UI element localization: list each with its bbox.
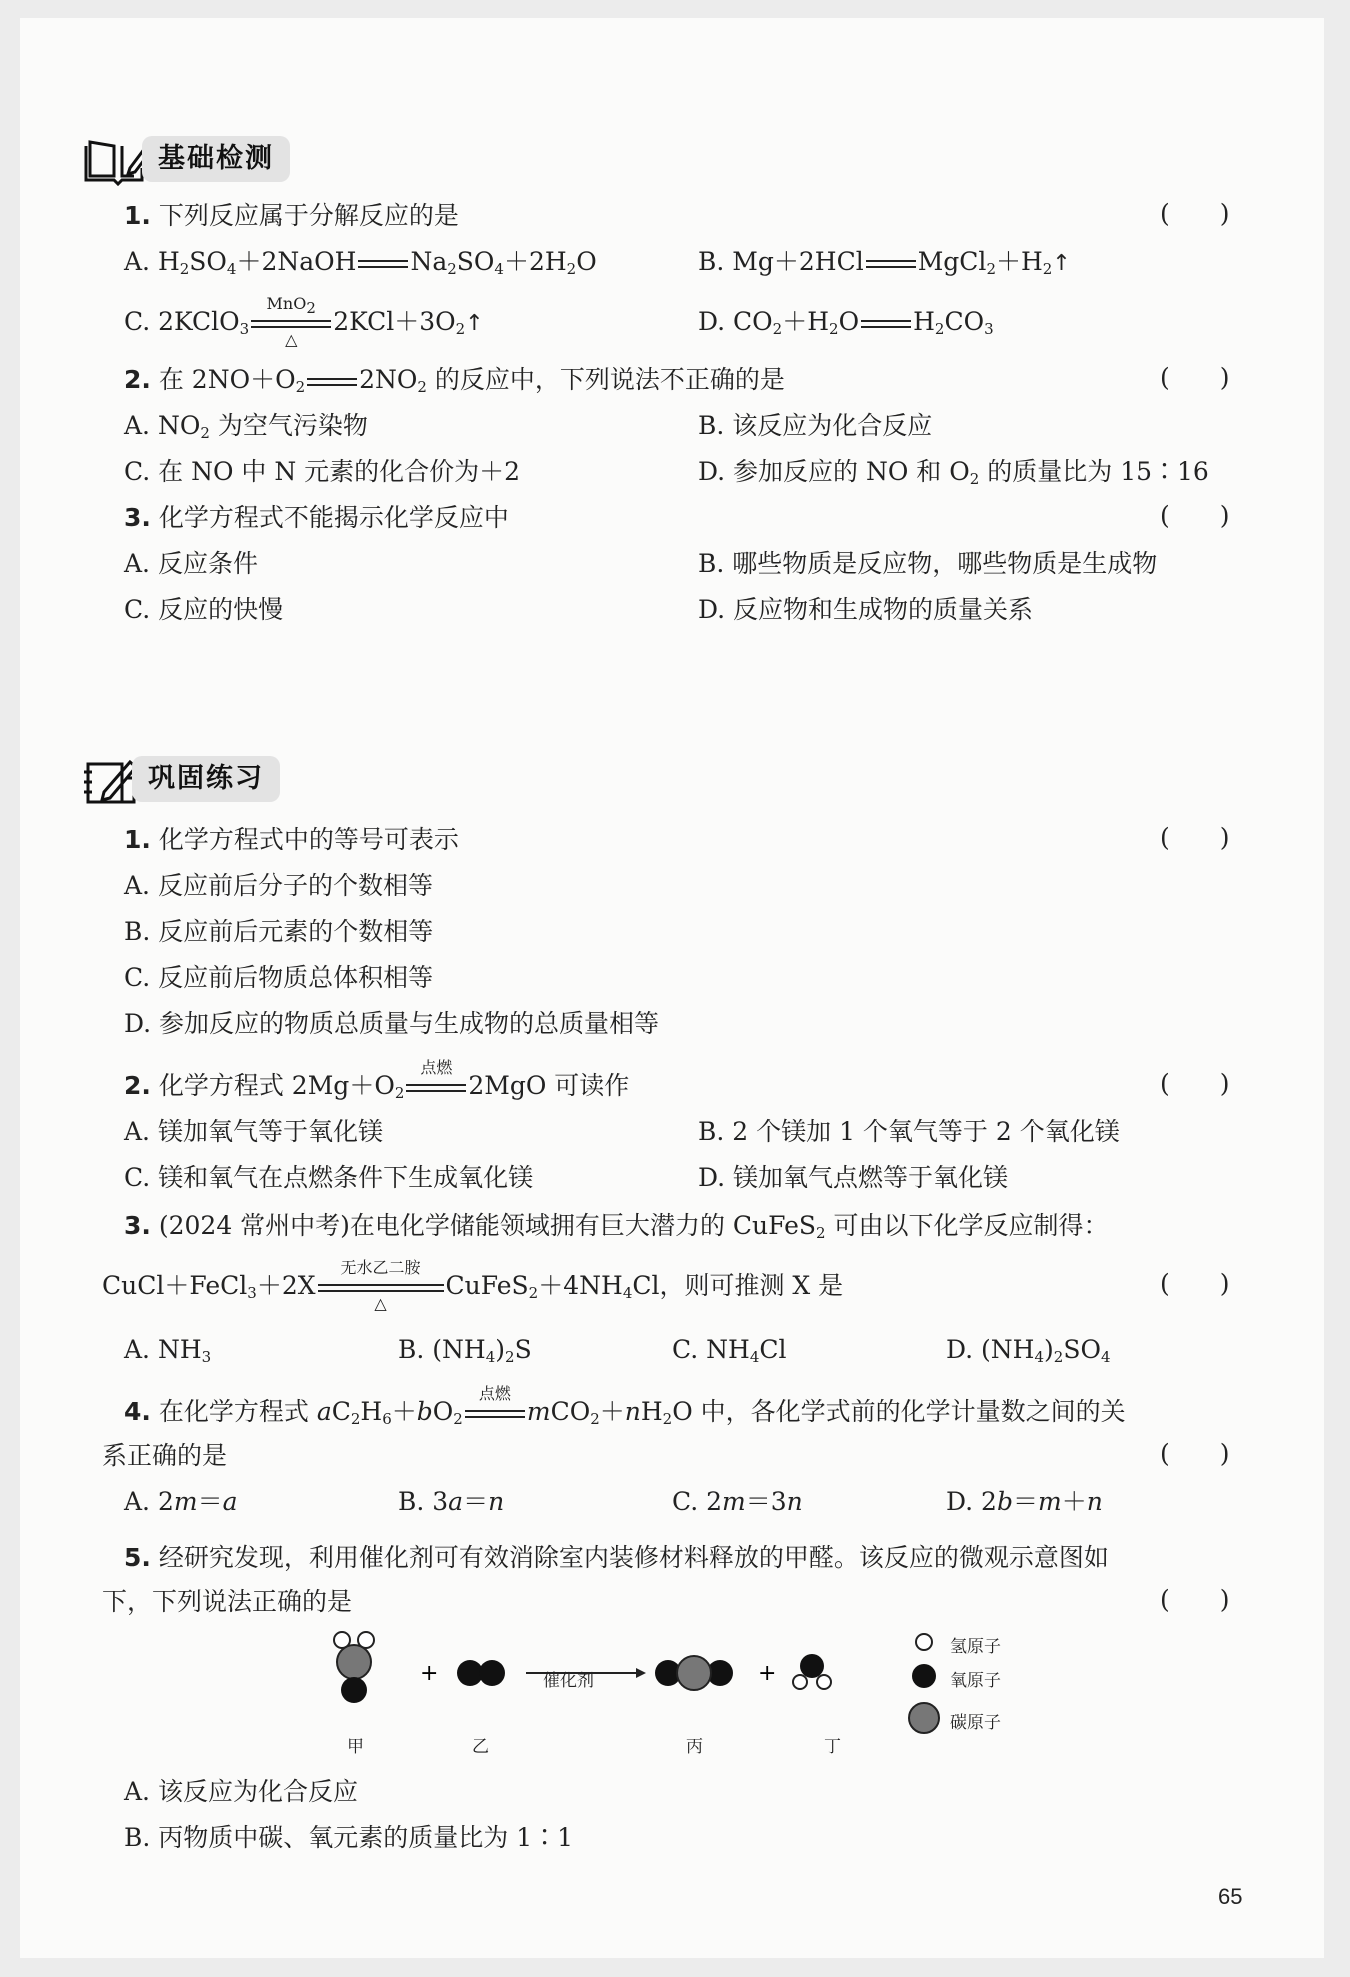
basic-q3-option-b: B. 哪些物质是反应物，哪些物质是生成物 — [698, 549, 1158, 578]
practice-q5-option-b: B. 丙物质中碳、氧元素的质量比为 1∶1 — [124, 1823, 574, 1852]
basic-q3-option-d: D. 反应物和生成物的质量关系 — [698, 595, 1034, 624]
label-ding: 丁 — [824, 1737, 841, 1757]
practice-q2-stem: 2. 化学方程式 $2Mg+O_2$ 点燃 2MgO 可读作 — [124, 1057, 630, 1102]
label-bing: 丙 — [686, 1737, 703, 1757]
plus-sign-2: + — [758, 1661, 777, 1686]
basic-q1-option-c: C. 2KClO$_3$ MnO$_2$ △ $2KCl+3O_2↑$ — [124, 293, 484, 349]
practice-q4-option-c: C. 2m＝3n — [672, 1487, 803, 1516]
practice-q1-option-b: B. 反应前后元素的个数相等 — [124, 917, 434, 946]
section-title-practice: 巩固练习 — [132, 756, 280, 802]
practice-q2-answer-blank[interactable]: ( ) — [1160, 1069, 1230, 1098]
basic-q2-option-b: B. 该反应为化合反应 — [698, 411, 933, 440]
practice-q4-option-d: D. 2b＝m＋n — [946, 1487, 1103, 1516]
practice-q3-answer-blank[interactable]: ( ) — [1160, 1269, 1230, 1298]
practice-q3-option-b: B. $(NH_4)_2S$ — [398, 1335, 532, 1366]
basic-q2-option-a: A. $NO_2$ 为空气污染物 — [124, 411, 368, 442]
basic-q1-option-a: A. $H_2SO_4+2NaOH$ $Na_2SO_4+2H_2O$ — [124, 247, 597, 278]
page — [20, 18, 1324, 1958]
legend-symbols — [906, 1630, 942, 1740]
molecule-jia — [334, 1632, 374, 1703]
basic-q2-option-c: C. 在 NO 中 N 元素的化合价为＋2 — [124, 457, 521, 486]
practice-q1-option-d: D. 参加反应的物质总质量与生成物的总质量相等 — [124, 1009, 660, 1038]
basic-q1-stem: 1. 下列反应属于分解反应的是 — [124, 201, 459, 230]
practice-q1-stem: 1. 化学方程式中的等号可表示 — [124, 825, 459, 854]
practice-q3-stem: 3. (2024 常州中考)在电化学储能领域拥有巨大潜力的 CuFeS$_2$ 可由以下化学反应制得： — [124, 1211, 1109, 1242]
practice-q4-stem: 4. 在化学方程式 $aC_2H_6+bO_2$ 点燃 $mCO_2+nH_2O$ 中，各化学式前的化学计量数之间的关 — [124, 1383, 1126, 1428]
legend-oxygen-symbol — [912, 1664, 936, 1688]
practice-q4-option-b: B. 3a＝n — [398, 1487, 505, 1516]
label-yi: 乙 — [472, 1737, 489, 1757]
practice-q5-option-a: A. 该反应为化合反应 — [124, 1777, 358, 1806]
practice-q4-option-a: A. 2m＝a — [124, 1487, 238, 1516]
catalyst-label: 催化剂 — [543, 1671, 594, 1691]
basic-q3-answer-blank[interactable]: ( ) — [1160, 501, 1230, 530]
practice-q3-option-c: C. $NH_4Cl$ — [672, 1335, 787, 1366]
molecule-yi — [457, 1660, 505, 1686]
basic-q1-option-b: B. Mg＋2HCl $MgCl_2+H_2↑$ — [698, 247, 1071, 278]
molecule-ding — [793, 1654, 831, 1689]
basic-q3-stem: 3. 化学方程式不能揭示化学反应中 — [124, 503, 509, 532]
molecule-bing — [655, 1656, 733, 1690]
label-jia: 甲 — [347, 1737, 364, 1757]
basic-q3-option-c: C. 反应的快慢 — [124, 595, 284, 624]
practice-q5-stem-line2: 下，下列说法正确的是 — [102, 1587, 353, 1616]
legend-carbon-symbol — [909, 1703, 939, 1733]
practice-q4-answer-blank[interactable]: ( ) — [1160, 1439, 1230, 1468]
practice-q2-option-c: C. 镁和氧气在点燃条件下生成氧化镁 — [124, 1163, 534, 1192]
basic-q3-option-a: A. 反应条件 — [124, 549, 258, 578]
practice-q3-option-a: A. $NH_3$ — [124, 1335, 212, 1366]
section-title-basic: 基础检测 — [142, 136, 290, 182]
basic-q2-option-d: D. 参加反应的 NO 和 $O_2$ 的质量比为 15∶16 — [698, 457, 1209, 488]
practice-q3-option-d: D. $(NH_4)_2SO_4$ — [946, 1335, 1111, 1366]
legend-oxygen: 氧原子 — [950, 1671, 1001, 1691]
legend-hydrogen-symbol — [916, 1634, 932, 1650]
practice-q4-stem-line2: 系正确的是 — [102, 1441, 228, 1470]
basic-q2-stem: 2. 在 $2NO+O_2$ $2NO_2$ 的反应中，下列说法不正确的是 — [124, 365, 785, 396]
legend-hydrogen: 氢原子 — [950, 1637, 1001, 1657]
practice-q3-equation: CuCl＋FeCl$_3$＋2X 无水乙二胺 △ $CuFeS_2+4NH_4Cl$，则可推测 X 是 — [102, 1257, 844, 1313]
practice-q1-option-c: C. 反应前后物质总体积相等 — [124, 963, 434, 992]
reaction-micro-diagram — [320, 1628, 880, 1758]
legend-carbon: 碳原子 — [950, 1713, 1001, 1733]
basic-q1-answer-blank[interactable]: ( ) — [1160, 199, 1230, 228]
practice-q2-option-a: A. 镁加氧气等于氧化镁 — [124, 1117, 383, 1146]
practice-q5-stem: 5. 经研究发现，利用催化剂可有效消除室内装修材料释放的甲醛。该反应的微观示意图如 — [124, 1543, 1109, 1572]
practice-q1-answer-blank[interactable]: ( ) — [1160, 823, 1230, 852]
practice-q2-option-b: B. 2 个镁加 1 个氧气等于 2 个氧化镁 — [698, 1117, 1120, 1146]
practice-q2-option-d: D. 镁加氧气点燃等于氧化镁 — [698, 1163, 1009, 1192]
practice-q5-answer-blank[interactable]: ( ) — [1160, 1585, 1230, 1614]
basic-q2-answer-blank[interactable]: ( ) — [1160, 363, 1230, 392]
practice-q1-option-a: A. 反应前后分子的个数相等 — [124, 871, 433, 900]
basic-q1-option-d: D. $CO_2+H_2O$ $H_2CO_3$ — [698, 307, 994, 338]
plus-sign-1: + — [420, 1661, 439, 1686]
page-number: 65 — [1218, 1884, 1243, 1909]
